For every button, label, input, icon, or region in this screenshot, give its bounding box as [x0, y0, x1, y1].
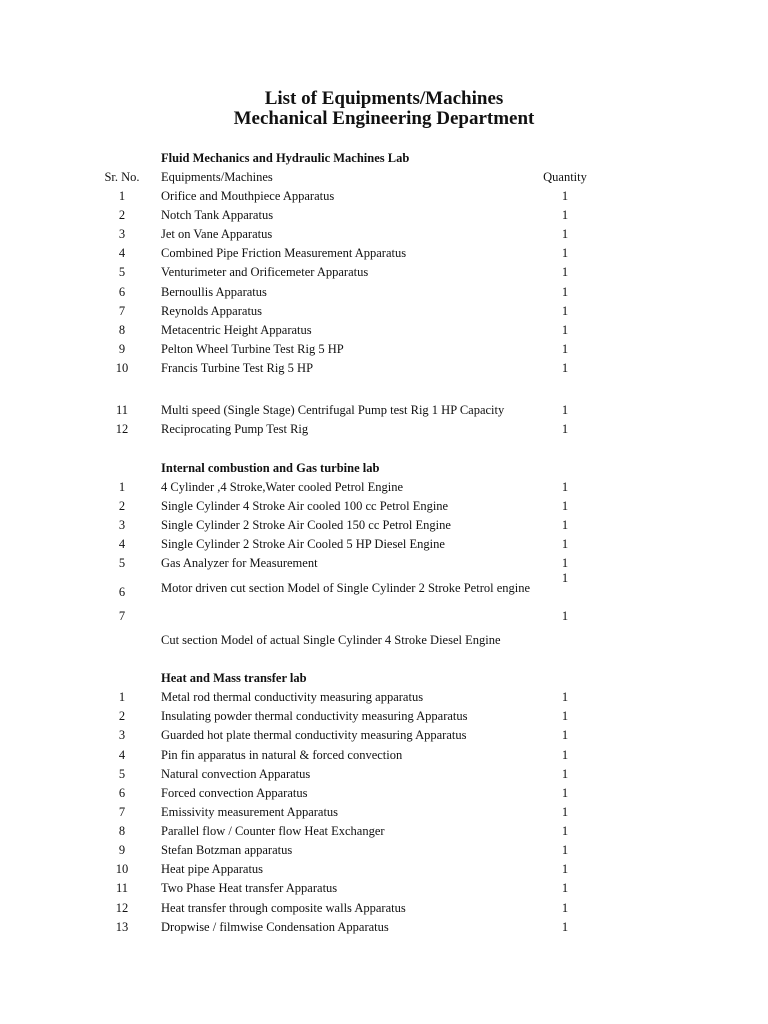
row-sr-no: 1	[118, 690, 126, 704]
row-quantity: 1	[561, 403, 569, 417]
table-row	[0, 499, 768, 517]
row-equipment: Gas Analyzer for Measurement	[161, 556, 318, 570]
row-sr-no: 10	[115, 862, 129, 876]
table-row	[0, 304, 768, 322]
row-equipment: Reciprocating Pump Test Rig	[161, 422, 309, 436]
row-equipment: Cut section Model of actual Single Cylinder 4 Stroke Diesel Engine	[161, 633, 501, 647]
row-equipment: Pelton Wheel Turbine Test Rig 5 HP	[161, 342, 344, 356]
row-equipment: Motor driven cut section Model of Single Cylinder 2 Stroke Petrol engine	[161, 581, 531, 595]
row-quantity: 1	[561, 422, 569, 436]
row-sr-no: 9	[118, 342, 126, 356]
row-sr-no: 6	[118, 585, 126, 599]
row-equipment: 4 Cylinder ,4 Stroke,Water cooled Petrol Engine	[161, 480, 403, 494]
table-row	[0, 403, 768, 421]
row-equipment: Emissivity measurement Apparatus	[161, 805, 339, 819]
row-sr-no: 5	[118, 556, 126, 570]
table-row	[0, 728, 768, 746]
table-row	[0, 690, 768, 708]
row-equipment: Reynolds Apparatus	[161, 304, 263, 318]
row-equipment: Heat transfer through composite walls Apparatus	[161, 901, 406, 915]
row-sr-no: 8	[118, 824, 126, 838]
row-equipment: Metal rod thermal conductivity measuring apparatus	[161, 690, 424, 704]
document-title: List of Equipments/Machines	[264, 88, 504, 109]
row-equipment: Notch Tank Apparatus	[161, 208, 274, 222]
row-sr-no: 1	[118, 480, 126, 494]
row-sr-no: 5	[118, 265, 126, 279]
row-quantity: 1	[561, 709, 569, 723]
row-sr-no: 7	[118, 805, 126, 819]
row-equipment: Multi speed (Single Stage) Centrifugal Pump test Rig 1 HP Capacity	[161, 403, 505, 417]
table-row	[0, 881, 768, 899]
row-equipment: Insulating powder thermal conductivity measuring Apparatus	[161, 709, 468, 723]
section-heading-fluid: Fluid Mechanics and Hydraulic Machines Lab	[161, 151, 410, 165]
row-sr-no: 3	[118, 518, 126, 532]
table-row	[0, 767, 768, 785]
row-quantity: 1	[561, 571, 569, 585]
row-quantity: 1	[561, 227, 569, 241]
row-quantity: 1	[561, 609, 569, 623]
document-subtitle: Mechanical Engineering Department	[233, 108, 535, 129]
table-row	[0, 265, 768, 283]
row-equipment: Dropwise / filmwise Condensation Apparatus	[161, 920, 389, 934]
table-row	[0, 227, 768, 245]
row-sr-no: 12	[115, 422, 129, 436]
row-quantity: 1	[561, 748, 569, 762]
row-quantity: 1	[561, 805, 569, 819]
table-row	[0, 342, 768, 360]
row-quantity: 1	[561, 208, 569, 222]
row-equipment: Combined Pipe Friction Measurement Apparatus	[161, 246, 407, 260]
row-sr-no: 6	[118, 786, 126, 800]
row-equipment: Orifice and Mouthpiece Apparatus	[161, 189, 335, 203]
column-header-equipment: Equipments/Machines	[161, 170, 273, 184]
row-equipment: Jet on Vane Apparatus	[161, 227, 273, 241]
row-sr-no: 10	[115, 361, 129, 375]
row-equipment: Single Cylinder 2 Stroke Air Cooled 5 HP Diesel Engine	[161, 537, 445, 551]
row-quantity: 1	[561, 265, 569, 279]
row-equipment: Heat pipe Apparatus	[161, 862, 264, 876]
row-quantity: 1	[561, 189, 569, 203]
row-sr-no: 3	[118, 728, 126, 742]
table-row	[0, 824, 768, 842]
row-equipment: Venturimeter and Orificemeter Apparatus	[161, 265, 369, 279]
row-quantity: 1	[561, 786, 569, 800]
row-equipment: Single Cylinder 2 Stroke Air Cooled 150 cc Petrol Engine	[161, 518, 451, 532]
row-equipment: Parallel flow / Counter flow Heat Exchanger	[161, 824, 385, 838]
row-sr-no: 2	[118, 208, 126, 222]
row-quantity: 1	[561, 323, 569, 337]
row-equipment: Bernoullis Apparatus	[161, 285, 267, 299]
row-sr-no: 1	[118, 189, 126, 203]
row-quantity: 1	[561, 499, 569, 513]
row-equipment: Pin fin apparatus in natural & forced convection	[161, 748, 403, 762]
table-row	[0, 805, 768, 823]
row-sr-no: 8	[118, 323, 126, 337]
row-sr-no: 4	[118, 748, 126, 762]
row-sr-no: 5	[118, 767, 126, 781]
row-equipment: Two Phase Heat transfer Apparatus	[161, 881, 338, 895]
row-sr-no: 2	[118, 499, 126, 513]
section-heading-ic: Internal combustion and Gas turbine lab	[161, 461, 380, 475]
row-equipment: Single Cylinder 4 Stroke Air cooled 100 cc Petrol Engine	[161, 499, 449, 513]
table-row	[0, 748, 768, 766]
column-header-quantity: Quantity	[543, 170, 587, 184]
row-sr-no: 6	[118, 285, 126, 299]
row-sr-no: 4	[118, 246, 126, 260]
row-sr-no: 13	[115, 920, 129, 934]
table-row	[0, 843, 768, 861]
row-quantity: 1	[561, 480, 569, 494]
column-header-sr-no: Sr. No.	[104, 170, 140, 184]
row-equipment: Stefan Botzman apparatus	[161, 843, 293, 857]
row-sr-no: 12	[115, 901, 129, 915]
row-quantity: 1	[561, 690, 569, 704]
row-equipment: Guarded hot plate thermal conductivity measuring Apparatus	[161, 728, 467, 742]
row-sr-no: 4	[118, 537, 126, 551]
section-heading-heat: Heat and Mass transfer lab	[161, 671, 307, 685]
row-sr-no: 7	[118, 304, 126, 318]
table-row	[0, 208, 768, 226]
row-sr-no: 3	[118, 227, 126, 241]
table-row	[0, 422, 768, 440]
table-row	[0, 901, 768, 919]
table-row	[0, 285, 768, 303]
row-quantity: 1	[561, 304, 569, 318]
table-header	[0, 170, 768, 188]
row-sr-no: 2	[118, 709, 126, 723]
table-row	[0, 518, 768, 536]
table-row	[0, 862, 768, 880]
row-quantity: 1	[561, 518, 569, 532]
table-row	[0, 556, 768, 574]
row-quantity: 1	[561, 556, 569, 570]
row-quantity: 1	[561, 246, 569, 260]
table-row	[0, 537, 768, 555]
row-quantity: 1	[561, 728, 569, 742]
row-quantity: 1	[561, 537, 569, 551]
table-row	[0, 189, 768, 207]
row-quantity: 1	[561, 342, 569, 356]
row-sr-no: 9	[118, 843, 126, 857]
table-row	[0, 920, 768, 938]
row-equipment: Forced convection Apparatus	[161, 786, 308, 800]
row-equipment: Francis Turbine Test Rig 5 HP	[161, 361, 314, 375]
table-row	[0, 786, 768, 804]
row-quantity: 1	[561, 285, 569, 299]
table-row	[0, 246, 768, 264]
table-row	[0, 480, 768, 498]
row-quantity: 1	[561, 901, 569, 915]
row-quantity: 1	[561, 843, 569, 857]
table-row	[0, 361, 768, 379]
row-quantity: 1	[561, 361, 569, 375]
row-sr-no: 7	[118, 609, 126, 623]
row-equipment: Natural convection Apparatus	[161, 767, 311, 781]
row-quantity: 1	[561, 767, 569, 781]
row-quantity: 1	[561, 862, 569, 876]
row-sr-no: 11	[115, 881, 129, 895]
row-quantity: 1	[561, 920, 569, 934]
row-quantity: 1	[561, 824, 569, 838]
table-row	[0, 709, 768, 727]
row-sr-no: 11	[115, 403, 129, 417]
row-quantity: 1	[561, 881, 569, 895]
table-row	[0, 323, 768, 341]
row-equipment: Metacentric Height Apparatus	[161, 323, 312, 337]
